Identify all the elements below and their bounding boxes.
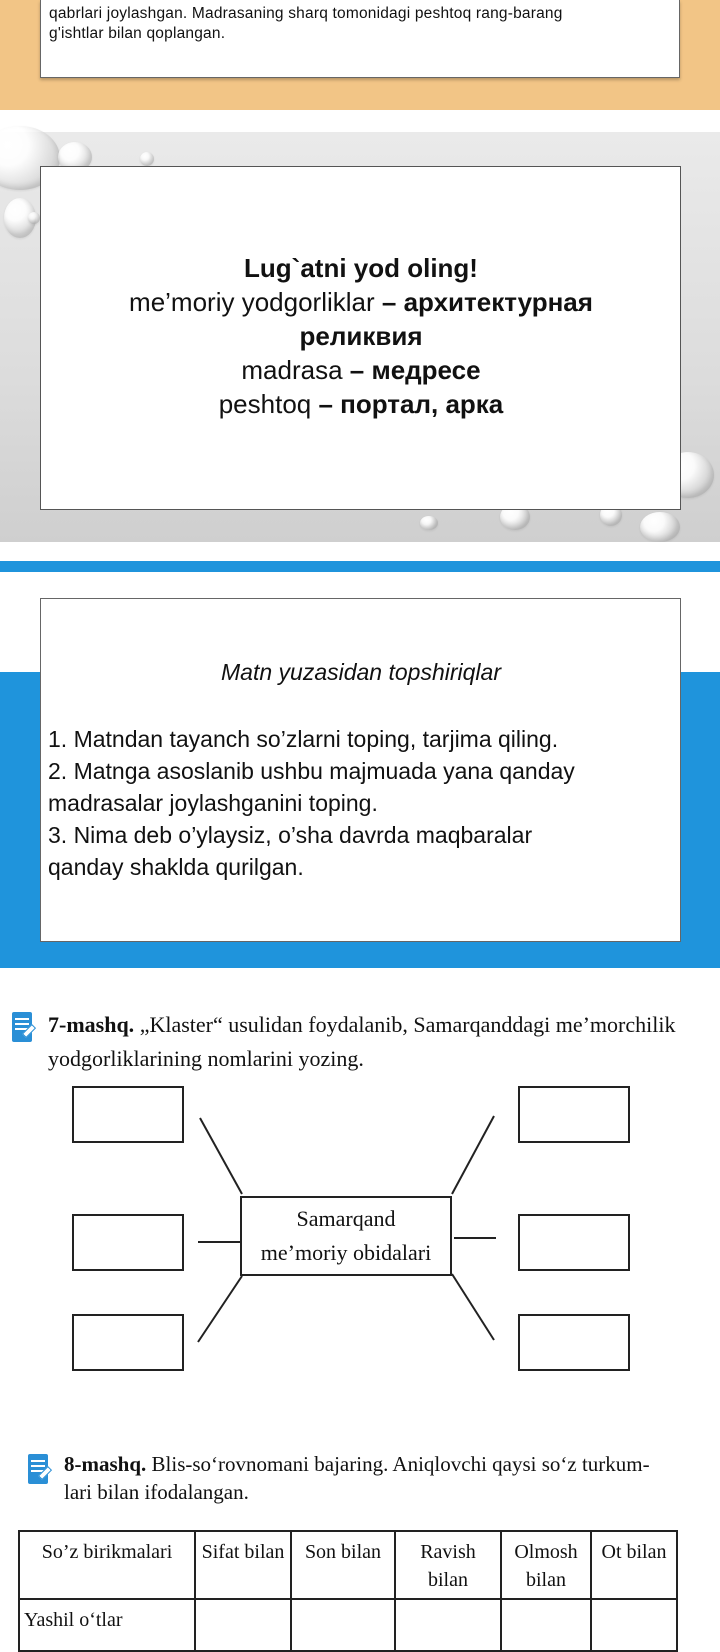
cluster-center	[240, 1196, 452, 1276]
cluster-answer-box[interactable]	[72, 1214, 184, 1271]
cluster-center-line: me’moriy obidalari	[260, 1240, 432, 1265]
vocabulary-title: Lug`atni yod oling!	[244, 253, 478, 283]
bubble-decoration	[420, 516, 438, 530]
vocabulary-entry	[41, 319, 681, 353]
table-header-cell: Son bilan	[291, 1531, 395, 1599]
vocabulary-entry	[41, 353, 681, 387]
vocabulary-term: me’moriy yodgorliklar	[129, 287, 375, 317]
connector-line	[452, 1116, 494, 1194]
blue-stripe	[0, 561, 720, 572]
connector-line	[198, 1276, 242, 1342]
exercise-8-line	[64, 1450, 714, 1478]
vocabulary-dash: –	[374, 287, 404, 317]
vocabulary-term: peshtoq	[218, 389, 312, 419]
cluster-center-line: Samarqand	[296, 1206, 396, 1231]
table-cell[interactable]	[291, 1599, 395, 1651]
vocabulary-dash: –	[311, 389, 341, 419]
table-cell[interactable]	[501, 1599, 591, 1651]
task-line: 3. Nima deb o’ylaysiz, o’sha davrda maqbaralar	[48, 822, 533, 848]
vocabulary-term: madrasa	[241, 355, 343, 385]
exercise-icon	[28, 1454, 48, 1484]
cluster-answer-box[interactable]	[518, 1214, 630, 1271]
cluster-answer-box[interactable]	[72, 1314, 184, 1371]
table-header-row	[19, 1531, 677, 1599]
vocabulary-translation: медресе	[371, 355, 481, 385]
table-cell[interactable]	[395, 1599, 501, 1651]
table-header-cell: Sifat bilan	[195, 1531, 291, 1599]
exercise-7-number: 7-mashq.	[48, 1012, 135, 1037]
table-header-cell: So’z birikmalari	[19, 1531, 195, 1599]
table-cell[interactable]	[195, 1599, 291, 1651]
text-section	[0, 0, 720, 110]
tasks-section	[0, 542, 720, 968]
task-line: madrasalar joylashganini toping.	[48, 790, 378, 816]
vocabulary-card	[40, 166, 681, 510]
text-paragraph	[49, 4, 677, 44]
exercise-7-instruction: „Klaster“ usulidan foydalanib, Samarqanddagi me’morchilik	[134, 1012, 676, 1037]
text-line: g'ishtlar bilan qoplangan.	[49, 25, 226, 42]
task-line: qanday shaklda qurilgan.	[48, 854, 304, 880]
task-line: 1. Matndan tayanch so’zlarni toping, tarjima qiling.	[48, 726, 559, 752]
exercise-8-number: 8-mashq.	[64, 1452, 147, 1476]
table-header-cell: Ravish bilan	[395, 1531, 501, 1599]
table-header-cell: Ot bilan	[591, 1531, 677, 1599]
table-cell[interactable]	[591, 1599, 677, 1651]
connector-line	[200, 1118, 242, 1194]
text-card	[40, 0, 680, 78]
cluster-answer-box[interactable]	[518, 1314, 630, 1371]
bubble-decoration	[640, 512, 680, 542]
cluster-answer-box[interactable]	[518, 1086, 630, 1143]
task-line: 2. Matnga asoslanib ushbu majmuada yana qanday	[48, 758, 575, 784]
vocabulary-entry	[41, 285, 681, 319]
connector-line	[452, 1274, 494, 1340]
tasks-list	[48, 723, 678, 883]
vocabulary-translation: архитектурная	[403, 287, 593, 317]
vocabulary-entry	[41, 387, 681, 421]
bubble-decoration	[28, 212, 40, 224]
bubble-decoration	[140, 152, 154, 166]
exercise-8-text	[64, 1450, 714, 1506]
vocabulary-translation: реликвия	[299, 321, 423, 351]
exercise-7-section	[0, 968, 720, 1398]
exercise-8-instruction: Blis-so‘rovnomani bajaring. Aniqlovchi qaysi so‘z turkum-	[146, 1452, 650, 1476]
vocabulary-translation: портал, арка	[340, 389, 504, 419]
exercise-7-line: yodgorliklarining nomlarini yozing.	[48, 1046, 364, 1071]
tasks-heading: Matn yuzasidan topshiriqlar	[221, 659, 501, 685]
blitz-table	[18, 1530, 678, 1652]
table-cell: Yashil o‘tlar	[19, 1599, 195, 1651]
exercise-8-section	[0, 1398, 720, 1631]
vocabulary-list	[41, 251, 681, 421]
table-header-cell: Olmosh bilan	[501, 1531, 591, 1599]
vocabulary-section	[0, 110, 720, 542]
text-line: qabrlari joylashgan. Madrasaning sharq tomonidagi peshtoq rang-barang	[49, 5, 563, 22]
exercise-8-line: lari bilan ifodalangan.	[64, 1480, 249, 1504]
vocabulary-dash: –	[342, 355, 372, 385]
cluster-answer-box[interactable]	[72, 1086, 184, 1143]
tasks-card	[40, 598, 681, 942]
table-row	[19, 1599, 677, 1651]
